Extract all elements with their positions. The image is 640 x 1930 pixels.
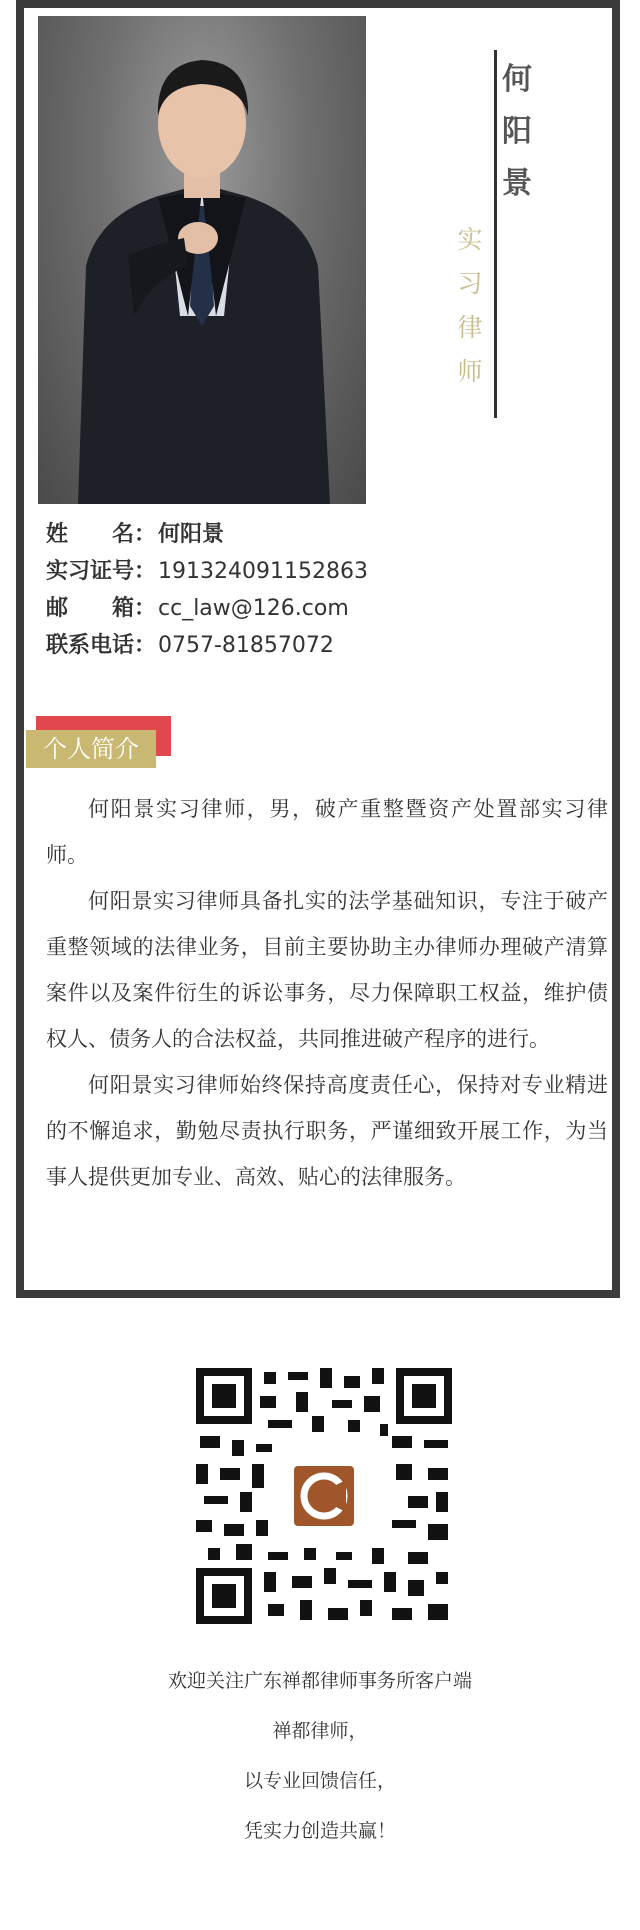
name-char: 景: [502, 166, 532, 201]
footer-line-4: 凭实力创造共赢！: [243, 1820, 396, 1842]
name-char: 阳: [502, 114, 532, 149]
info-row-license: [46, 553, 368, 590]
bio-paragraph: 何阳景实习律师，男，破产重整暨资产处置部实习律师。: [46, 797, 608, 867]
bio-text: [46, 786, 608, 1200]
section-badge: 个人简介: [26, 730, 156, 768]
footer-line-3: 以专业回馈信任，: [243, 1770, 396, 1792]
title-char: 习: [457, 269, 483, 298]
info-row-name: [46, 516, 368, 553]
name-vertical: [497, 54, 537, 210]
info-label: 联系电话：: [46, 633, 157, 658]
info-row-phone: [46, 627, 368, 664]
title-vertical: [450, 218, 490, 394]
info-label: 邮 箱：: [46, 596, 157, 621]
footer-line-1: 欢迎关注广东禅都律师事务所客户端: [167, 1670, 472, 1692]
footer-line-2: 禅都律师，: [272, 1720, 368, 1742]
info-value: cc_law@126.com: [158, 596, 349, 621]
info-value: 0757-81857072: [158, 633, 334, 658]
info-value: 191324091152863: [158, 559, 368, 584]
profile-card: [16, 0, 620, 1298]
portrait-image: [38, 16, 366, 504]
lawyer-photo: [38, 16, 366, 504]
bio-paragraph: 何阳景实习律师始终保持高度责任心，保持对专业精进的不懈追求，勤勉尽责执行职务，严谨细致开展工作，为当事人提供更加专业、高效、贴心的法律服务。: [46, 1073, 608, 1189]
name-char: 何: [502, 62, 532, 97]
info-row-email: [46, 590, 368, 627]
qr-code: [196, 1368, 452, 1624]
info-value: 何阳景: [158, 522, 225, 547]
bio-paragraph: 何阳景实习律师具备扎实的法学基础知识，专注于破产重整领域的法律业务，目前主要协助主办律师办理破产清算案件以及案件衍生的诉讼事务，尽力保障职工权益，维护债权人、债务人的合法权益，共同推进破产程序的进行。: [46, 889, 608, 1051]
title-char: 实: [457, 225, 483, 254]
title-char: 律: [457, 313, 483, 342]
info-label: 姓 名：: [46, 522, 157, 547]
info-label: 实习证号：: [46, 559, 157, 584]
title-char: 师: [457, 357, 483, 386]
contact-info: [46, 516, 368, 664]
